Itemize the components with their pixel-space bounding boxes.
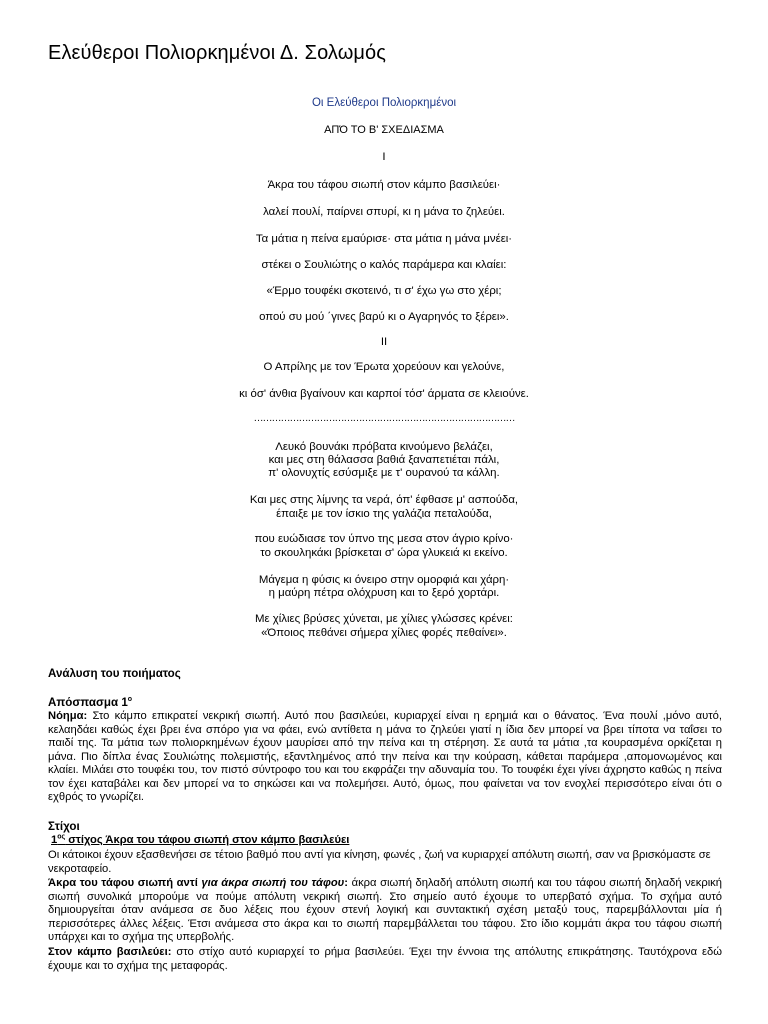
poem-line: π' ολονυχτίς εσύσμιξε με τ' ουρανού τα κάλλη. (268, 467, 500, 479)
verses-heading: Στίχοι (48, 820, 80, 833)
excerpt-heading: Απόσπασμα $1^o$ (48, 696, 133, 709)
poem-line: λαλεί πουλί, παίρνει σπυρί, κι η μάνα το ζηλεύει. (263, 206, 505, 218)
poem-line: η μαύρη πέτρα ολόχρυση και το ξερό χορτάρι. (268, 587, 500, 599)
dotted-separator: …………………………………………………………………………… (253, 413, 515, 424)
poem-line: και μες στη θάλασσα βαθιά ξαναπετιέται πάλι, (268, 454, 500, 466)
section-label-1: Ι (382, 151, 386, 163)
poem-line: κι όσ' άνθια βγαίνουν και καρποί τόσ' άρματα σε κλειούνε. (239, 388, 529, 400)
poem-line: Λευκό βουνάκι πρόβατα κινούμενο βελάζει, (275, 441, 493, 453)
poem-line: οπού συ μού ΄γινες βαρύ κι ο Αγαρηνός το ξέρει». (259, 311, 509, 323)
poem-line: το σκουληκάκι βρίσκεται σ' ώρα γλυκειά κι εκείνο. (260, 547, 508, 559)
poem-title: Οι Ελεύθεροι Πολιορκημένοι (311, 97, 457, 109)
poem-line: Άκρα του τάφου σιωπή στον κάμπο βασιλεύει· (267, 179, 501, 191)
poem-line: «Όποιος πεθάνει σήμερα χίλιες φορές πεθαίνει». (261, 627, 507, 639)
meaning-label: Νόημα: (48, 710, 88, 722)
poem-line: στέκει ο Σουλιώτης ο καλός παράμερα και κλαίει: (261, 259, 507, 271)
poem-line: Με χίλιες βρύσες χύνεται, με χίλιες γλώσσες κρένει: (255, 613, 513, 625)
meaning-paragraph: Νόημα: Στο κάμπο επικρατεί νεκρική σιωπή. Αυτό που βασιλεύει, κυριαρχεί είναι η ερημιά και ο θάνατος. Ένα πουλί ,μόνο αυτό, κελαηδάει καθώς έχει βρει ένα σπόρο για να φάει, ενώ αντίθετα η μάνα το ζηλεύει γιατί η ίδια δεν μπορεί να βρει τίποτα να ταΐσει το παιδί της. Τα μάτια των πολιορκημένων έχουν μαυρίσει από την πείνα και τη στέρηση. Σε αυτά τα μάτια ,τα κουρασμένα ορκίζεται η μάνα. Πιο δίπλα ένας Σουλιώτης πολεμιστής, εξαντλημένος από την πείνα και την κούραση, κάθεται παράμερα ,απομονωμένος και κλαίει. Μιλάει στο τουφέκι του, τον πιστό σύντροφο του και του εκφράζει την αδυναμία του. Το τουφέκι έχει γίνει άχρηστο καθώς η πείνα τον έχει καταβάλει και δεν μπορεί να το σηκώσει και να πολεμήσει. Αυτό, όμως, που φαίνεται να τον ενοχλεί περισσότερο είναι ότι ο εχθρός το γνωρίζει. (48, 710, 722, 803)
document-title: Ελεύθεροι Πολιορκημένοι Δ. Σολωμός (48, 42, 387, 64)
poem-line: Και μες στης λίμνης τα νερά, όπ' έφθασε μ' ασπούδα, (249, 494, 519, 506)
poem-line: Τα μάτια η πείνα εμαύρισε· στα μάτια η μάνα μνέει· (255, 233, 513, 245)
hyperbole-paragraph: Άκρα του τάφου σιωπή αντί για άκρα σιωπή του τάφου: άκρα σιωπή δηλαδή απόλυτη σιωπή και του τάφου σιωπή δηλαδή νεκρική σιωπή συνολικά μπορούμε να πούμε απόλυτη νεκρική σιωπή. Στο σημείο αυτό έχουμε το υπερβατό σχήμα. Το σχήμα αυτό δημιουργείται όταν ανάμεσα σε δυο λέξεις που έχουν στενή λογική και συντακτική σχέση μεταξύ τους, παρεμβάλλονται μία ή περισσότερες άλλες λέξεις. Έτσι ανάμεσα στο άκρα και το σιωπή παρεμβάλλεται του τάφου. Στο ίδιο κομμάτι άκρα του τάφου σιωπή υπάρχει και το σχήμα της υπερβολής. (48, 877, 722, 943)
verse-1-text: Οι κάτοικοι έχουν εξασθενήσει σε τέτοιο βαθμό που αντί για κίνηση, φωνές , ζωή να κυριαρχεί απόλυτη σιωπή, σαν να βρισκόμαστε σε νεκροταφείο. (48, 849, 711, 875)
poem-line: που ευώδιασε τον ύπνο της μεσα στον άγριο κρίνο· (254, 533, 514, 545)
section-label-2: ΙΙ (380, 336, 388, 348)
poem-subtitle: ΑΠΌ ΤΟ Β' ΣΧΕΔΙΑΣΜΑ (324, 124, 444, 136)
poem-line: «Έρμο τουφέκι σκοτεινό, τι σ' έχω γω στο χέρι; (266, 285, 502, 297)
poem-line: Ο Απρίλης με τον Έρωτα χορεύουν και γελούνε, (263, 361, 505, 373)
poem-line: Μάγεμα η φύσις κι όνειρο στην ομορφιά και χάρη· (258, 574, 510, 586)
verse-1-heading: $1^{o\varsigma}$ στίχος Άκρα του τάφου σιωπή στον κάμπο βασιλεύει (51, 833, 350, 846)
reign-paragraph: Στον κάμπο βασιλεύει: στο στίχο αυτό κυριαρχεί το ρήμα βασιλεύει. Έχει την έννοια της απόλυτης επικράτησης. Ταυτόχρονα εδώ έχουμε και το σχήμα της μεταφοράς. (48, 946, 722, 972)
analysis-heading: Ανάλυση του ποιήματος (48, 667, 181, 680)
poem-line: έπαιξε με τον ίσκιο της γαλάζια πεταλούδα, (276, 508, 492, 520)
